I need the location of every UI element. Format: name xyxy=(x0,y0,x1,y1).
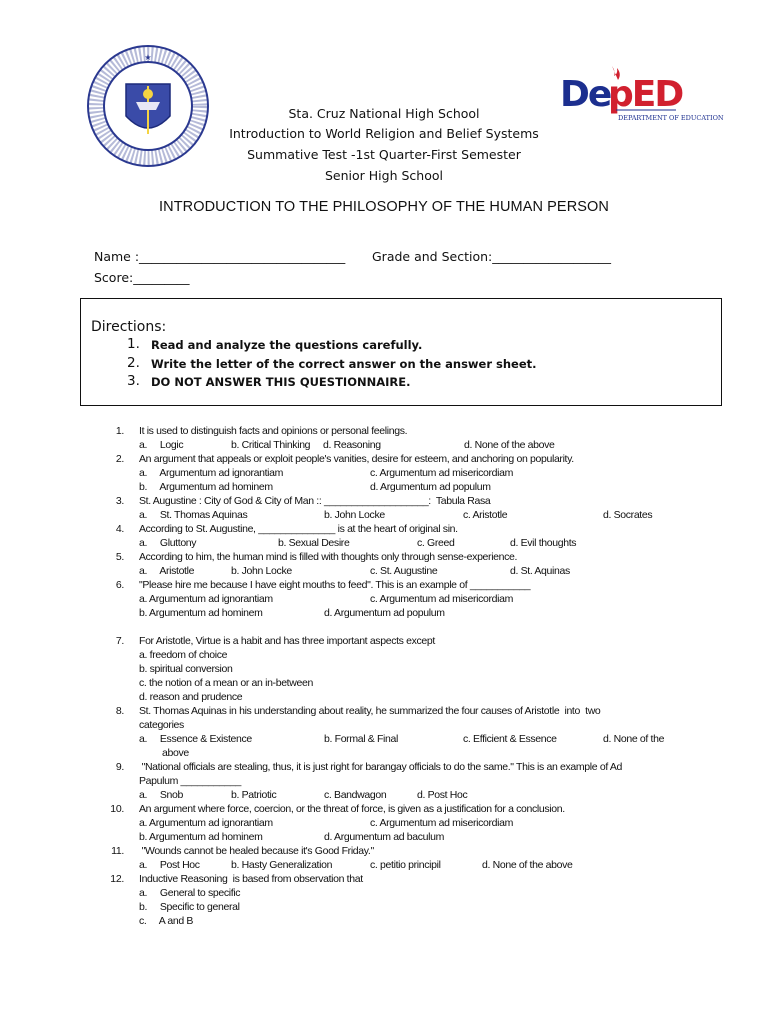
answer-choice: b. John Locke xyxy=(324,509,385,521)
answer-choice: c. Greed xyxy=(417,537,455,549)
answer-choice: d. reason and prudence xyxy=(139,691,243,703)
answer-choice: c. St. Augustine xyxy=(370,565,438,577)
answer-choice: b. Specific to general xyxy=(139,901,240,913)
answer-choice: b. Hasty Generalization xyxy=(231,859,333,871)
answer-choice: d. Evil thoughts xyxy=(510,537,577,549)
answer-choice: a. Gluttony xyxy=(139,537,197,549)
answer-choice: d. Reasoning xyxy=(323,439,381,451)
question-number: 2. xyxy=(115,453,124,465)
directions-box xyxy=(80,298,722,406)
answer-choice: b. Argumentum ad hominem xyxy=(139,607,263,619)
svg-text:pED: pED xyxy=(608,74,683,115)
direction-number: 1. xyxy=(127,336,140,352)
direction-text: DO NOT ANSWER THIS QUESTIONNAIRE. xyxy=(151,375,411,389)
answer-choice: d. None of the xyxy=(603,733,665,745)
level-name: Senior High School xyxy=(325,168,443,183)
question-text: It is used to distinguish facts and opinions or personal feelings. xyxy=(139,425,408,437)
question-text: "Please hire me because I have eight mouths to feed". This is an example of ___________ xyxy=(139,579,531,591)
question-number: 6. xyxy=(115,579,124,591)
question-text-continued: Papulum ___________ xyxy=(139,775,241,787)
course-name: Introduction to World Religion and Belief Systems xyxy=(229,126,539,141)
question-number: 11. xyxy=(111,845,124,857)
answer-choice: c. the notion of a mean or an in-between xyxy=(139,677,313,689)
answer-choice: a. Argumentum ad ignorantiam xyxy=(139,467,284,479)
answer-choice: c. A and B xyxy=(139,915,194,927)
answer-choice: d. St. Aquinas xyxy=(510,565,570,577)
score-field: Score:_________ xyxy=(94,270,190,285)
question-text-continued: categories xyxy=(139,719,184,731)
question-text: Inductive Reasoning is based from observation that xyxy=(139,873,363,885)
answer-choice: b. Argumentum ad hominem xyxy=(139,481,273,493)
answer-choice: a. St. Thomas Aquinas xyxy=(139,509,248,521)
question-number: 4. xyxy=(115,523,124,535)
answer-choice: c. Efficient & Essence xyxy=(463,733,557,745)
answer-choice: c. Aristotle xyxy=(463,509,508,521)
answer-choice: c. Argumentum ad misericordiam xyxy=(370,817,513,829)
question-text: An argument that appeals or exploit people's vanities, desire for esteem, and anchoring on popularity. xyxy=(139,453,574,465)
question-number: 12. xyxy=(110,873,124,885)
question-text: St. Augustine : City of God & City of Man :: ___________________: Tabula Rasa xyxy=(139,495,491,507)
answer-choice: a. Argumentum ad ignorantiam xyxy=(139,593,273,605)
answer-choice: d. Argumentum ad populum xyxy=(370,481,491,493)
subject-title: INTRODUCTION TO THE PHILOSOPHY OF THE HUMAN PERSON xyxy=(159,199,609,215)
question-number: 7. xyxy=(115,635,124,647)
answer-choice: a. Argumentum ad ignorantiam xyxy=(139,817,273,829)
question-text: "National officials are stealing, thus, it is just right for barangay officials to do the same." This is an example of Ad xyxy=(139,761,623,773)
question-number: 8. xyxy=(115,705,124,717)
question-text: St. Thomas Aquinas in his understanding about reality, he summarized the four causes of Aristotle into two xyxy=(139,705,601,717)
directions-title: Directions: xyxy=(91,319,167,335)
question-number: 1. xyxy=(115,425,124,437)
question-text: An argument where force, coercion, or the threat of force, is given as a justification for a conclusion. xyxy=(139,803,565,815)
question-number: 9. xyxy=(115,761,124,773)
answer-choice: c. Bandwagon xyxy=(324,789,387,801)
direction-text: Write the letter of the correct answer on the answer sheet. xyxy=(151,357,537,371)
answer-choice: a. freedom of choice xyxy=(139,649,228,661)
answer-choice: d. Argumentum ad populum xyxy=(324,607,445,619)
answer-choice-continued: above xyxy=(162,747,189,759)
question-text: According to him, the human mind is filled with thoughts only through sense-experience. xyxy=(139,551,518,563)
question-text: According to St. Augustine, ______________ is at the heart of original sin. xyxy=(139,523,458,535)
school-name: Sta. Cruz National High School xyxy=(288,106,480,121)
answer-choice: a. Logic xyxy=(139,439,184,451)
question-text: "Wounds cannot be healed because it's Good Friday." xyxy=(139,845,374,857)
svg-text:DEPARTMENT OF EDUCATION: DEPARTMENT OF EDUCATION xyxy=(618,114,724,122)
answer-choice: a. Aristotle xyxy=(139,565,195,577)
name-field: Name :_________________________________ xyxy=(94,249,346,264)
answer-choice: a. Snob xyxy=(139,789,184,801)
answer-choice: d. Argumentum ad baculum xyxy=(324,831,445,843)
direction-text: Read and analyze the questions carefully. xyxy=(151,338,423,352)
answer-choice: a. General to specific xyxy=(139,887,241,899)
question-text: For Aristotle, Virtue is a habit and has three important aspects except xyxy=(139,635,435,647)
answer-choice: c. Argumentum ad misericordiam xyxy=(370,467,513,479)
answer-choice: b. John Locke xyxy=(231,565,292,577)
answer-choice: b. Critical Thinking xyxy=(231,439,311,451)
svg-text:De: De xyxy=(560,74,611,115)
grade-section-field: Grade and Section:___________________ xyxy=(372,249,611,264)
answer-choice: a. Essence & Existence xyxy=(139,733,252,745)
answer-choice: b. Argumentum ad hominem xyxy=(139,831,263,843)
answer-choice: b. Sexual Desire xyxy=(278,537,350,549)
answer-choice: d. Socrates xyxy=(603,509,653,521)
answer-choice: c. petitio principil xyxy=(370,859,441,871)
direction-number: 2. xyxy=(127,355,140,371)
answer-choice: b. spiritual conversion xyxy=(139,663,233,675)
direction-number: 3. xyxy=(127,373,140,389)
answer-choice: c. Argumentum ad misericordiam xyxy=(370,593,513,605)
question-number: 3. xyxy=(115,495,124,507)
question-number: 5. xyxy=(115,551,124,563)
answer-choice: d. Post Hoc xyxy=(417,789,468,801)
answer-choice: d. None of the above xyxy=(482,859,573,871)
answer-choice: a. Post Hoc xyxy=(139,859,200,871)
answer-choice: b. Formal & Final xyxy=(324,733,398,745)
answer-choice: d. None of the above xyxy=(464,439,555,451)
svg-text:★: ★ xyxy=(144,53,152,62)
test-name: Summative Test -1st Quarter-First Semester xyxy=(247,147,521,162)
question-number: 10. xyxy=(110,803,124,815)
answer-choice: b. Patriotic xyxy=(231,789,277,801)
